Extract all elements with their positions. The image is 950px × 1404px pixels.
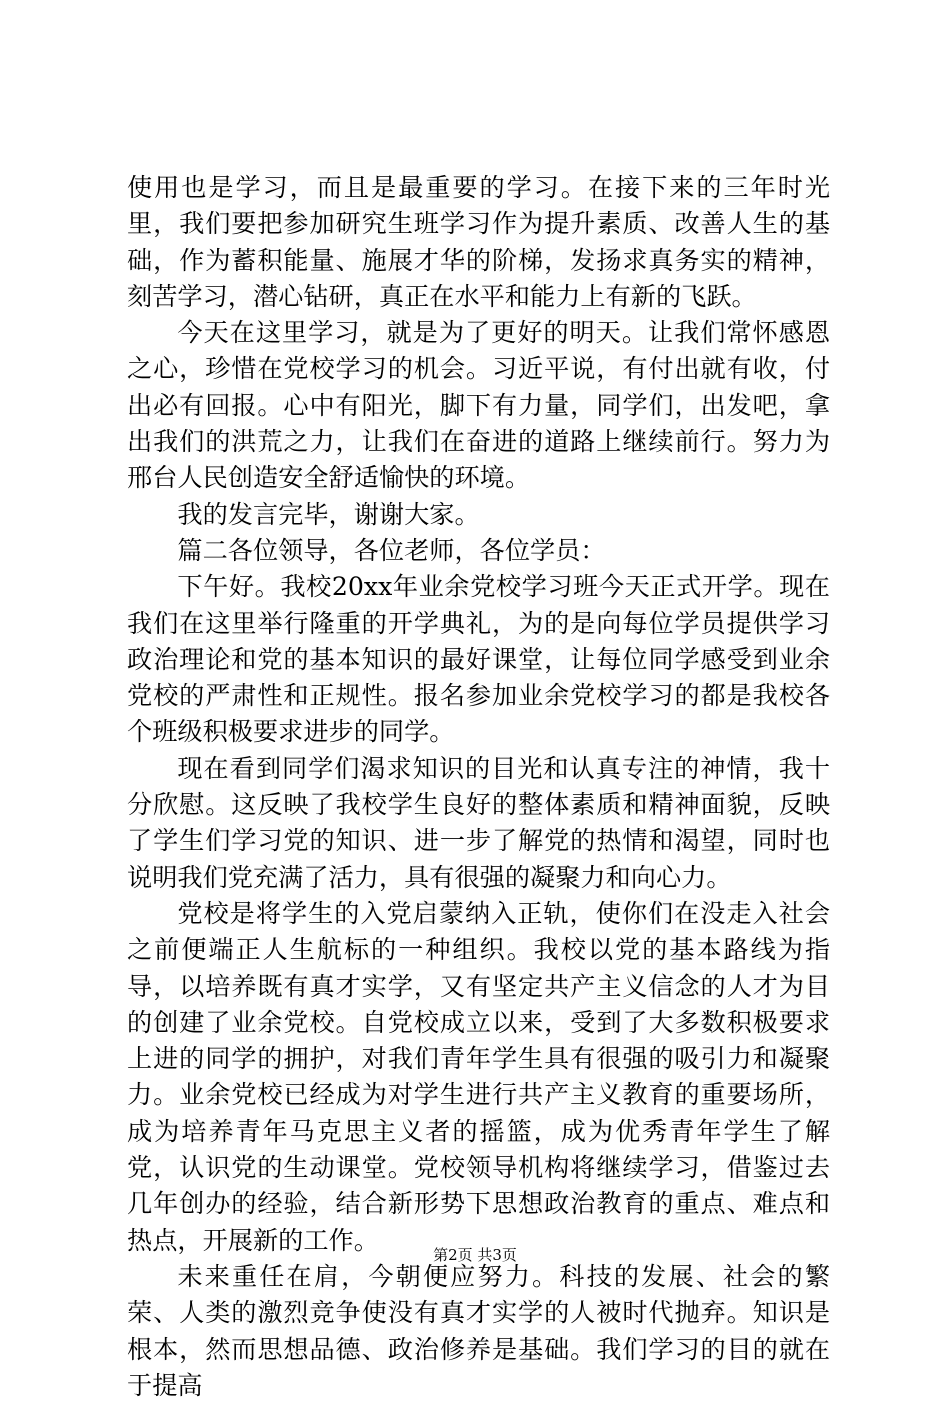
- section-heading: 篇二各位领导，各位老师，各位学员：: [177, 535, 606, 565]
- paragraph: 现在看到同学们渴求知识的目光和认真专注的神情，我十分欣慰。这反映了我校学生良好的整体素质和精神面貌，反映了学生们学习党的知识、进一步了解党的热情和渴望，同时也说明我们党充满了活力，具有很强的凝聚力和向心力。: [127, 753, 830, 892]
- paragraph: 我的发言完毕，谢谢大家。: [177, 499, 480, 529]
- paragraph: 今天在这里学习，就是为了更好的明天。让我们常怀感恩之心，珍惜在党校学习的机会。习近平说，有付出就有收，付出必有回报。心中有阳光，脚下有力量，同学们，出发吧，拿出我们的洪荒之力，让我们在奋进的道路上继续前行。努力为邢台人民创造安全舒适愉快的环境。: [127, 318, 830, 493]
- document-body: [127, 170, 830, 1404]
- page-number-footer: 第2页 共3页: [433, 1246, 517, 1264]
- paragraph: 未来重任在肩，今朝便应努力。科技的发展、社会的繁荣、人类的激烈竞争使没有真才实学的人被时代抛弃。知识是根本，然而思想品德、政治修养是基础。我们学习的目的就在于提高: [127, 1261, 830, 1400]
- paragraph: 党校是将学生的入党启蒙纳入正轨，使你们在没走入社会之前便端正人生航标的一种组织。我校以党的基本路线为指导，以培养既有真才实学，又有坚定共产主义信念的人才为目的创建了业余党校。自党校成立以来，受到了大多数积极要求上进的同学的拥护，对我们青年学生具有很强的吸引力和凝聚力。业余党校已经成为对学生进行共产主义教育的重要场所，成为培养青年马克思主义者的摇篮，成为优秀青年学生了解党，认识党的生动课堂。党校领导机构将继续学习，借鉴过去几年创办的经验，结合新形势下思想政治教育的重点、难点和热点，开展新的工作。: [127, 898, 830, 1255]
- paragraph-continued: 使用也是学习，而且是最重要的学习。在接下来的三年时光里，我们要把参加研究生班学习作为提升素质、改善人生的基础，作为蓄积能量、施展才华的阶梯，发扬求真务实的精神，刻苦学习，潜心钻研，真正在水平和能力上有新的飞跃。: [127, 173, 830, 311]
- paragraph: 下午好。我校20xx年业余党校学习班今天正式开学。现在我们在这里举行隆重的开学典礼，为的是向每位学员提供学习政治理论和党的基本知识的最好课堂，让每位同学感受到业余党校的严肃性和正规性。报名参加业余党校学习的都是我校各个班级积极要求进步的同学。: [127, 572, 830, 747]
